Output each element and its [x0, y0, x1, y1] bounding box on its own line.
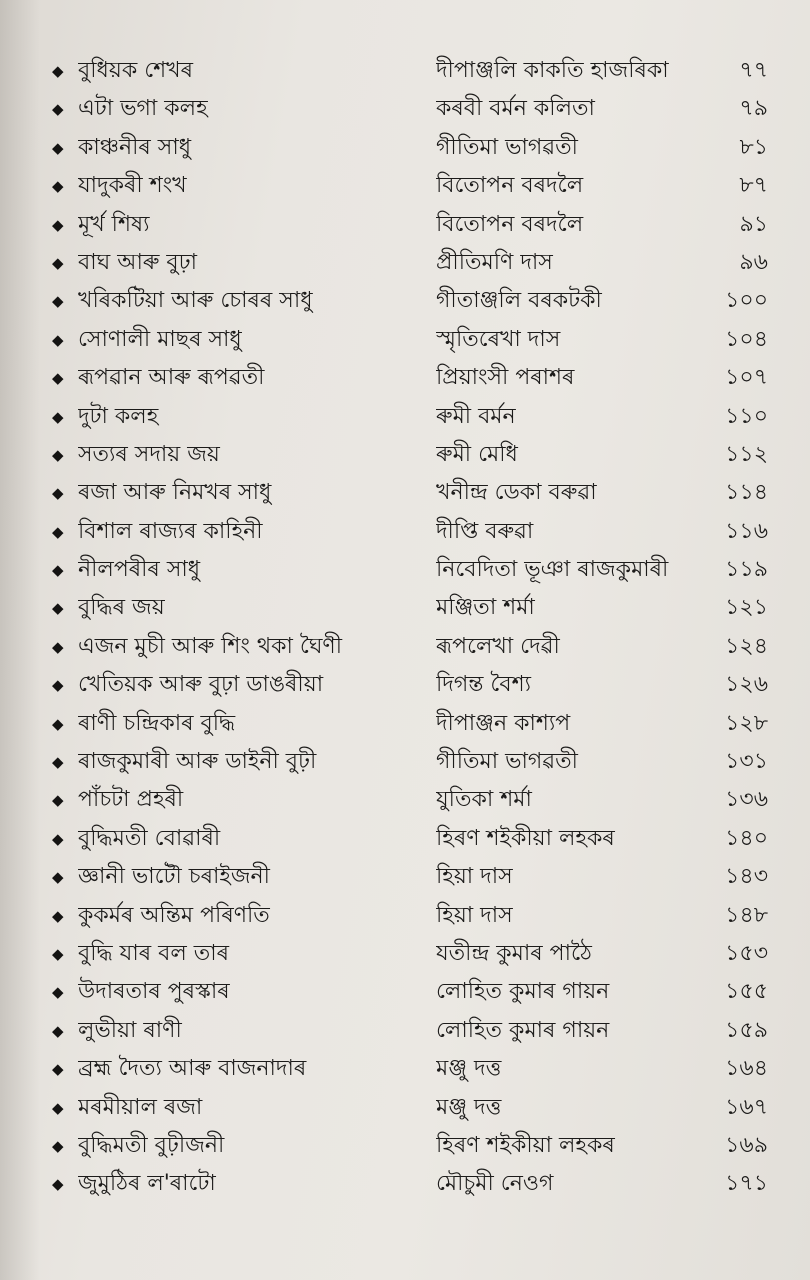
toc-entry	[48, 282, 778, 320]
author-name: ৰূপলেখা দেৱী	[436, 633, 560, 659]
author-name: ৰুমী বৰ্মন	[436, 403, 516, 429]
author-name: গীতিমা ভাগৱতী	[436, 749, 578, 775]
page-number: ৯৬	[739, 249, 768, 275]
toc-entry	[48, 436, 778, 474]
toc-entry	[48, 474, 778, 512]
author-name: প্ৰিয়াংসী পৰাশৰ	[436, 365, 575, 391]
author-name: মঞ্জিতা শৰ্মা	[436, 595, 535, 621]
author-name: ৰুমী মেধি	[436, 441, 518, 467]
toc-entry	[48, 628, 778, 666]
author-name: মৌচুমী নেওগ	[436, 1171, 554, 1197]
story-title: কাঞ্চনীৰ সাধু	[78, 134, 192, 160]
page-gutter-shadow	[0, 0, 40, 1280]
story-title: পাঁচটা প্ৰহৰী	[78, 787, 184, 813]
diamond-bullet-icon: ◆	[52, 522, 64, 541]
author-name: মঞ্জু দত্ত	[436, 1056, 502, 1082]
story-title: বুদ্ধিৰ জয়	[78, 595, 165, 621]
author-name: যতীন্দ্ৰ কুমাৰ পাঠৈ	[436, 940, 592, 966]
story-title: উদাৰতাৰ পুৰস্কাৰ	[78, 979, 230, 1005]
toc-entry	[48, 359, 778, 397]
story-title: মূৰ্খ শিষ্য	[78, 211, 150, 237]
author-name: লোহিত কুমাৰ গায়ন	[436, 1017, 610, 1043]
story-title: ৰাণী চন্দ্ৰিকাৰ বুদ্ধি	[78, 710, 236, 736]
story-title: বাঘ আৰু বুঢ়া	[78, 249, 198, 275]
toc-entry	[48, 1127, 778, 1165]
story-title: সত্যৰ সদায় জয়	[78, 441, 220, 467]
page-number: ১৬৪	[725, 1056, 768, 1082]
toc-entry	[48, 705, 778, 743]
diamond-bullet-icon: ◆	[52, 829, 64, 848]
page-number: ১২৮	[725, 710, 768, 736]
story-title: ৰূপৱান আৰু ৰূপৱতী	[78, 365, 265, 391]
page-number: ১৪৩	[725, 864, 768, 890]
page-number: ১৬৭	[725, 1094, 768, 1120]
diamond-bullet-icon: ◆	[52, 253, 64, 272]
story-title: ৰাজকুমাৰী আৰু ডাইনী বুঢ়ী	[78, 749, 317, 775]
toc-entry	[48, 244, 778, 282]
diamond-bullet-icon: ◆	[52, 177, 64, 196]
table-of-contents	[48, 52, 778, 1204]
toc-entry	[48, 129, 778, 167]
story-title: এটা ভগা কলহ	[78, 96, 208, 122]
page-number: ১৬৯	[725, 1132, 768, 1158]
page-number: ১৪৮	[725, 902, 768, 928]
toc-entry	[48, 321, 778, 359]
diamond-bullet-icon: ◆	[52, 330, 64, 349]
author-name: হিৰণ শইকীয়া লহকৰ	[436, 825, 615, 851]
diamond-bullet-icon: ◆	[52, 445, 64, 464]
toc-entry	[48, 666, 778, 704]
page-number: ৮৭	[739, 173, 768, 199]
author-name: কৰবী বৰ্মন কলিতা	[436, 96, 595, 122]
story-title: বুধিয়ক শেখৰ	[78, 58, 193, 83]
author-name: গীতাঞ্জলি বৰকটকী	[436, 288, 602, 314]
diamond-bullet-icon: ◆	[52, 62, 64, 80]
diamond-bullet-icon: ◆	[52, 1175, 64, 1194]
story-title: কুকৰ্মৰ অন্তিম পৰিণতি	[78, 902, 270, 928]
toc-entry	[48, 1050, 778, 1088]
story-title: এজন মুচী আৰু শিং থকা ঘৈণী	[78, 633, 343, 659]
author-name: হিয়া দাস	[436, 902, 513, 928]
author-name: বিতোপন বৰদলৈ	[436, 173, 584, 199]
page-number: ১৩৬	[725, 787, 768, 813]
author-name: যুতিকা শৰ্মা	[436, 787, 532, 813]
diamond-bullet-icon: ◆	[52, 100, 64, 119]
diamond-bullet-icon: ◆	[52, 944, 64, 963]
toc-entry	[48, 52, 778, 90]
story-title: যাদুকৰী শংখ	[78, 173, 187, 199]
page-number: ১২১	[725, 595, 768, 621]
diamond-bullet-icon: ◆	[52, 484, 64, 503]
story-title: সোণালী মাছৰ সাধু	[78, 326, 242, 352]
diamond-bullet-icon: ◆	[52, 868, 64, 887]
toc-entry	[48, 820, 778, 858]
page-number: ১২৬	[725, 672, 768, 698]
page-number: ৮১	[739, 134, 768, 160]
page-number: ১৫৫	[725, 979, 768, 1005]
diamond-bullet-icon: ◆	[52, 753, 64, 772]
author-name: হিৰণ শইকীয়া লহকৰ	[436, 1132, 615, 1158]
page-number: ১১০	[725, 403, 768, 429]
diamond-bullet-icon: ◆	[52, 1021, 64, 1040]
story-title: মৰমীয়াল ৰজা	[78, 1094, 203, 1120]
toc-entry	[48, 206, 778, 244]
diamond-bullet-icon: ◆	[52, 1136, 64, 1155]
toc-entry	[48, 973, 778, 1011]
diamond-bullet-icon: ◆	[52, 215, 64, 234]
toc-entry	[48, 90, 778, 128]
toc-entry	[48, 935, 778, 973]
story-title: ৰজা আৰু নিমখৰ সাধু	[78, 480, 272, 506]
page-number: ১০৭	[725, 365, 768, 391]
author-name: দীপাঞ্জন কাশ্যপ	[436, 710, 571, 736]
author-name: দীপাঞ্জলি কাকতি হাজৰিকা	[436, 58, 669, 83]
diamond-bullet-icon: ◆	[52, 906, 64, 925]
story-title: খৰিকটিয়া আৰু চোৰৰ সাধু	[78, 288, 313, 314]
author-name: মঞ্জু দত্ত	[436, 1094, 502, 1120]
toc-entry	[48, 781, 778, 819]
page-number: ১২৪	[725, 633, 768, 659]
story-title: বুদ্ধি যাৰ বল তাৰ	[78, 940, 230, 966]
page-number: ১৪০	[725, 825, 768, 851]
story-title: নীলপৰীৰ সাধু	[78, 557, 201, 583]
diamond-bullet-icon: ◆	[52, 714, 64, 733]
story-title: লুভীয়া ৰাণী	[78, 1017, 182, 1043]
page-number: ৯১	[739, 211, 768, 237]
page-number: ১৫৯	[725, 1017, 768, 1043]
page-number: ১৭১	[725, 1171, 768, 1197]
diamond-bullet-icon: ◆	[52, 138, 64, 157]
diamond-bullet-icon: ◆	[52, 561, 64, 580]
toc-entry	[48, 551, 778, 589]
story-title: বুদ্ধিমতী বোৱাৰী	[78, 825, 221, 851]
diamond-bullet-icon: ◆	[52, 369, 64, 388]
author-name: দীপ্তি বৰুৱা	[436, 518, 534, 544]
toc-entry	[48, 398, 778, 436]
page-number: ৭৯	[739, 96, 768, 122]
story-title: বুদ্ধিমতী বুঢ়ীজনী	[78, 1132, 225, 1158]
toc-entry	[48, 1012, 778, 1050]
diamond-bullet-icon: ◆	[52, 637, 64, 656]
page-number: ১০৪	[725, 326, 768, 352]
page-number: ১১২	[725, 441, 768, 467]
page-number: ১১৯	[725, 557, 768, 583]
page-number: ১০০	[725, 288, 768, 314]
diamond-bullet-icon: ◆	[52, 676, 64, 695]
diamond-bullet-icon: ◆	[52, 292, 64, 311]
toc-entry	[48, 897, 778, 935]
page-number: ১১৬	[725, 518, 768, 544]
toc-entry	[48, 167, 778, 205]
author-name: গীতিমা ভাগৱতী	[436, 134, 578, 160]
page-number: ১১৪	[725, 480, 768, 506]
author-name: স্মৃতিৰেখা দাস	[436, 326, 561, 352]
diamond-bullet-icon: ◆	[52, 983, 64, 1002]
toc-entry	[48, 1165, 778, 1203]
toc-entry	[48, 589, 778, 627]
author-name: বিতোপন বৰদলৈ	[436, 211, 584, 237]
author-name: নিবেদিতা ভূঞা ৰাজকুমাৰী	[436, 557, 669, 583]
page-number: ১৫৩	[725, 940, 768, 966]
author-name: প্ৰীতিমণি দাস	[436, 249, 553, 275]
diamond-bullet-icon: ◆	[52, 1060, 64, 1079]
story-title: বিশাল ৰাজ্যৰ কাহিনী	[78, 518, 263, 544]
diamond-bullet-icon: ◆	[52, 791, 64, 810]
author-name: লোহিত কুমাৰ গায়ন	[436, 979, 610, 1005]
story-title: ব্ৰহ্ম দৈত্য আৰু বাজনাদাৰ	[78, 1056, 307, 1082]
story-title: জ্ঞানী ভাটৌ চৰাইজনী	[78, 864, 270, 890]
diamond-bullet-icon: ◆	[52, 407, 64, 426]
story-title: জুমুঠিৰ ল'ৰাটো	[78, 1171, 216, 1197]
story-title: দুটা কলহ	[78, 403, 159, 429]
author-name: খনীন্দ্ৰ ডেকা বৰুৱা	[436, 480, 597, 506]
page-number: ৭৭	[739, 58, 768, 83]
story-title: খেতিয়ক আৰু বুঢ়া ডাঙৰীয়া	[78, 672, 324, 698]
toc-entry	[48, 858, 778, 896]
author-name: হিয়া দাস	[436, 864, 513, 890]
page-number: ১৩১	[725, 749, 768, 775]
toc-entry	[48, 513, 778, 551]
author-name: দিগন্ত বৈশ্য	[436, 672, 531, 698]
diamond-bullet-icon: ◆	[52, 599, 64, 618]
toc-entry	[48, 1089, 778, 1127]
toc-entry	[48, 743, 778, 781]
diamond-bullet-icon: ◆	[52, 1098, 64, 1117]
